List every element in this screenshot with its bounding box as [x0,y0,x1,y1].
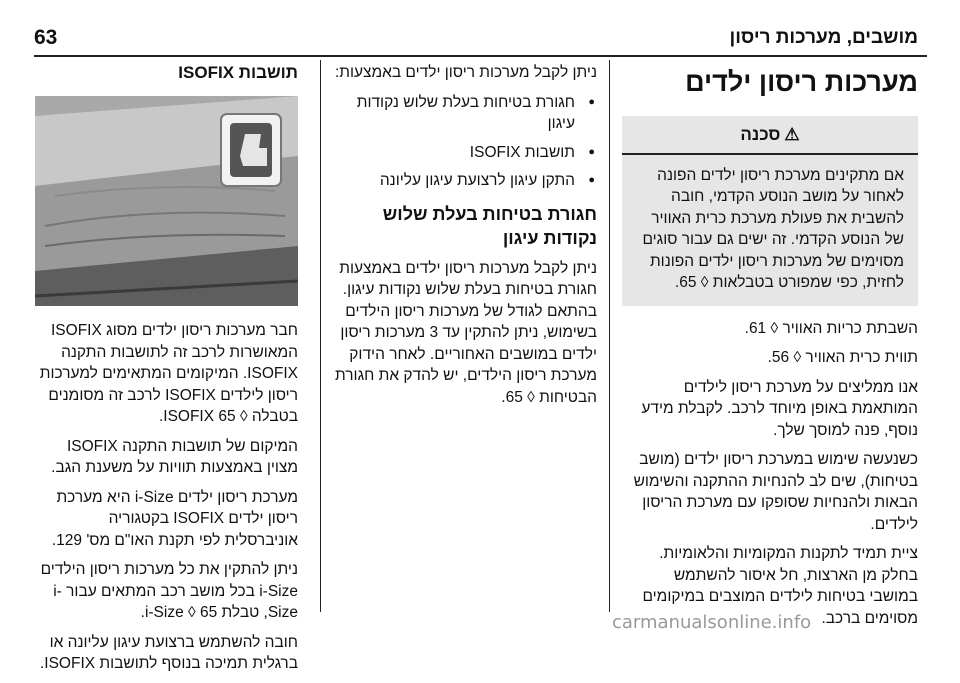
danger-text: אם מתקינים מערכת ריסון ילדים הפונה לאחור על מושב הנוסע הקדמי, חובה להשבית את פעולת מערכת כרית האוויר של הנוסע הקדמי. זה ישים גם עבור סוגים מסוימים של מערכות ריסון ילדים הפונות לחזית, כפי שמפורט בטבלאות ◊ 65. [642,166,904,291]
seat-illustration [35,96,298,306]
paragraph: המיקום של תושבות התקנה ISOFIX מצוין באמצעות תוויות על משענת הגב. [51,437,298,476]
intro-text: ניתן לקבל מערכות ריסון ילדים באמצעות: [334,64,597,81]
header-rule [34,55,927,57]
list-item: ● חגורת בטיחות בעלת שלוש נקודות עיגון [333,92,597,135]
page-number: 63 [34,26,58,49]
danger-box [622,116,918,306]
subsection-heading: תושבות ISOFIX [178,63,298,82]
section-heading: מערכות ריסון ילדים [685,67,918,97]
paragraph: מערכת ריסון ילדים i-Size היא מערכת ריסון ילדים ISOFIX בקטגוריה אוניברסלית לפי תקנת האו"ם מס' 129. [51,488,298,549]
column-middle [333,62,597,416]
paragraph: ניתן להתקין את כל מערכות ריסון הילדים i-Size בכל מושב רכב המתאים עבור i-Size, טבלת i-Size ◊ 65. [40,561,298,621]
paragraph: ניתן לקבל מערכות ריסון ילדים באמצעות חגורת בטיחות בעלת שלוש נקודות עיגון. בהתאם לגודל של מערכות ריסון הילדים בשימוש, ניתן להתקין עד 3 מערכות ריסון ילדים במושבים האחוריים. לאחר הידוק מערכת ריסון הילדים, יש להדק את חגורת הבטיחות ◊ 65. [335,259,597,406]
list-item: ● תושבות ISOFIX [333,142,597,164]
list-item: ● התקן עיגון לרצועת עיגון עליונה [333,170,597,192]
paragraph: כשנעשה שימוש במערכת ריסון ילדים (מושב בטיחות), שים לב להנחיות ההתקנה והשימוש הבאות ולהנחיות שסופקו עם מערכת הריסון לילדים. [633,451,918,533]
paragraph: אנו ממליצים על מערכת ריסון לילדים המותאמת באופן מיוחד לרכב. לקבלת מידע נוסף, פנה למוסך שלך. [641,378,918,439]
paragraph: תווית כרית האוויר ◊ 56. [767,349,918,366]
subsection-heading: חגורת בטיחות בעלת שלוש נקודות עיגון [382,203,597,248]
attachment-methods-list [333,92,597,192]
paragraph: ציית תמיד לתקנות המקומיות והלאומיות. בחלק מן הארצות, חל איסור להשתמש במושבי בטיחות לילדים המוצבים במיקומים מסוימים ברכב. [642,545,918,627]
page-header-title: מושבים, מערכות ריסון [729,27,918,48]
watermark: carmanualsonline.info [612,612,812,633]
column-right [622,62,918,637]
paragraph: השבתת כריות האוויר ◊ 61. [744,319,918,337]
isofix-seat-photo [35,96,298,306]
warning-triangle-icon: ⚠ [784,125,800,144]
column-divider-right [609,60,610,612]
column-divider-left [320,60,321,612]
column-left [35,62,298,683]
paragraph: חובה להשתמש ברצועת עיגון עליונה או ברגלית תמיכה בנוסף לתושבות ISOFIX. [39,633,298,672]
danger-box-header [622,116,918,155]
paragraph: חבר מערכות ריסון ילדים מסוג ISOFIX המאושרות לרכב זה לתושבות התקנה ISOFIX. המיקומים המתאימים למערכות ריסון לילדים ISOFIX לרכב זה מסומנים בטבלה ◊ ISOFIX 65. [39,322,298,425]
danger-label: סכנה [740,125,781,144]
